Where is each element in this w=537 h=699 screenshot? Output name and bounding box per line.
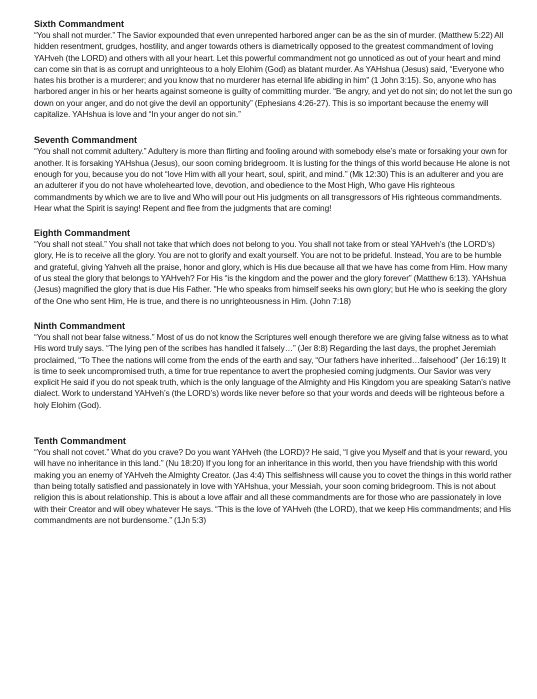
section-body: “You shall not bear false witness.” Most of us do not know the Scriptures well enough therefore we are giving false witness as to what His word truly says. “The lying pen of the scribes has handled it falsely…” (Jer 8:8) Regarding the last days, the prophet Jeremiah proclaimed, “To Thee the nations will come from the ends of the earth and say, “Our fathers have inherited…falsehood” (Jer 16:19) It is time to seek uncompromised truth, a time for true repentance to avert the prophesied coming judgments. Our Savior was very explicit He said if you do not speak truth, which is the only language of the Almighty and His Kingdom you are speaking Satan’s native dialect. Work to understand YAHveh’s (the LORD’s) words like never before so that your words and deeds will be righteous before a holy Elohim (God). [34, 331, 511, 410]
section-sixth-commandment [34, 18, 513, 120]
section-body: “You shall not commit adultery.” Adultery is more than flirting and fooling around with somebody else’s mate or forsaking your own for another. It is forsaking YAHshua (Jesus), our soon coming bridegroom. It is lusting for the things of this world because He alone is not enough for you, because you do not “love Him with all your heart, soul, spirit, and mind.” (Mk 12:30) This is an adulterer and you are an adulterer if you do not have wholehearted love, devotion, and obedience to the Most High, Who gave His righteous commandments by which we are to live and Who will pour out His judgments on all transgressors of His righteous commandments. Hear what the Spirit is saying! Repent and flee from the judgments that are coming! [34, 146, 510, 213]
section-ninth-commandment [34, 320, 513, 411]
section-seventh-commandment [34, 134, 513, 214]
section-body: “You shall not murder.” The Savior expounded that even unrepented harbored anger can be as the sin of murder. (Matthew 5:22) All hidden resentment, grudges, hostility, and anger towards others is diametrically opposed to the greatest commandment of loving YAHveh (the LORD) and others with all your heart. Let this powerful commandment not go unnoticed as out of your heart and mind can come sin that is as corrupt and unrighteous to a holy Elohim (God) as blatant murder. As YAHshua (Jesus) said, “Everyone who hates his brother is a murderer; and you know that no murderer has eternal life abiding in him” (1 John 3:15). So, anyone who has harbored anger in his or her hearts against someone is guilty of committing murder. “Be angry, and yet do not sin; do not let the sun go down on your anger, and do not give the devil an opportunity” (Ephesians 4:26-27). This is so important because the enemy will capitalize. YAHshua is love and “In your anger do not sin.” [34, 30, 513, 120]
section-heading: Eighth Commandment [34, 228, 130, 239]
section-tenth-commandment [34, 435, 513, 526]
section-heading: Sixth Commandment [34, 19, 125, 29]
section-heading: Tenth Commandment [34, 436, 126, 447]
section-body: “You shall not steal.” You shall not take that which does not belong to you. You shall not take from or steal YAHveh’s (the LORD’s) glory, He is to receive all the glory. You are not to glorify and exalt yourself. You are not to be prideful. Instead, You are to be humble and grateful, giving Yahveh all the praise, honor and glory, which is His due because all that we have has come from Him. How many of us steal the glory that belongs to YAHveh? For His “is the kingdom and the power and the glory forever” (Matthew 6:13). YAHshua (Jesus) magnified the glory that is due His Father. "He who speaks from himself seeks his own glory; but He who is seeking the glory of the One who sent Him, He is true, and there is no unrighteousness in Him. (John 7:18) [34, 239, 508, 306]
section-eighth-commandment [34, 227, 513, 307]
section-body: “You shall not covet.” What do you crave? Do you want YAHveh (the LORD)? He said, “I give you Myself and that is your reward, you will have no inheritance in this land.” (Nu 18:20) If you long for an inheritance in this world, then you have friendship with this world making you an enemy of YAHveh the Almighty Creator. (Jas 4:4) This selfishness will cause you to covet the things in this world rather than being totally satisfied and passionately in love with YAHshua, your Messiah, your soon coming bridegroom. This is not about religion this is about relationship. This is about a love affair and all these commandments are for those who are passionately in love with their Creator and will obey whatever He says. “This is the love of YAHveh (the LORD), that we keep His commandments; and His commandments are not burdensome.” (1Jn 5:3) [34, 447, 512, 525]
section-heading: Ninth Commandment [34, 320, 125, 331]
section-heading: Seventh Commandment [34, 135, 138, 146]
